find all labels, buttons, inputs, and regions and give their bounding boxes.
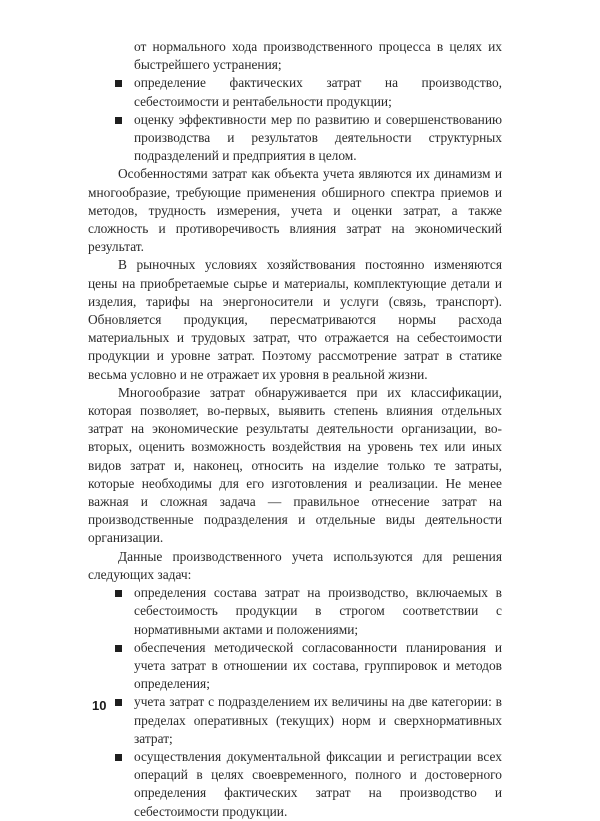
list-item: [88, 111, 502, 166]
list-item-text: учета затрат с подразделением их величины на две категории: в пределах оперативных (текущих) норм и сверхнормативных затрат;: [134, 694, 502, 746]
square-bullet-icon: [115, 699, 122, 706]
paragraph: Особенностями затрат как объекта учета являются их динамизм и многообразие, требующие применения обширного спектра приемов и методов, трудность измерения, учета и оценки затрат, а также сложность и противоречивость влияния затрат на экономический результат.: [88, 166, 502, 255]
page-body: [88, 38, 502, 821]
bullet-list-top: [88, 74, 502, 165]
list-item-text: определение фактических затрат на производство, себестоимости и рентабельности продукции;: [134, 75, 502, 109]
square-bullet-icon: [115, 754, 122, 761]
list-item-text: оценку эффективности мер по развитию и совершенствованию производства и результатов деятельности структурных подразделений и предприятия в целом.: [134, 111, 502, 164]
list-item-text: определения состава затрат на производство, включаемых в себестоимость продукции в строгом соответствии с нормативными актами и положениями;: [134, 585, 502, 637]
square-bullet-icon: [115, 117, 122, 124]
list-item-text: осуществления документальной фиксации и регистрации всех операций в целях своевременного, полного и достоверного определения фактических затрат на производство и себестоимости продукции.: [134, 748, 502, 819]
page-number: 10: [92, 698, 107, 713]
list-item: [88, 74, 502, 110]
list-item: [88, 639, 502, 694]
paragraph: Данные производственного учета используются для решения следующих задач:: [88, 548, 502, 582]
list-item-text: обеспечения методической согласованности планирования и учета затрат в отношении их состава, группировок и методов определения;: [134, 639, 502, 692]
square-bullet-icon: [115, 590, 122, 597]
list-item: [88, 748, 502, 821]
square-bullet-icon: [115, 645, 122, 652]
continuation-line: от нормального хода производственного процесса в целях их быстрейшего устранения;: [134, 39, 502, 73]
list-item: [88, 693, 502, 748]
list-item: [88, 584, 502, 639]
bullet-list-bottom: [88, 584, 502, 821]
square-bullet-icon: [115, 80, 122, 87]
paragraph: В рыночных условиях хозяйствования постоянно изменяются цены на приобретаемые сырье и материалы, комплектующие детали и изделия, тарифы на энергоносители и услуги (связь, транспорт). Обновляется продукция, пересматриваются нормы расхода материальных и трудовых затрат, что отражается на себестоимости продукции и уровне затрат. Поэтому рассмотрение затрат в статике весьма условно и не отражает их уровня в реальной жизни.: [88, 257, 502, 382]
paragraph: Многообразие затрат обнаруживается при их классификации, которая позволяет, во-первых, выявить степень влияния отдельных затрат на экономические результаты деятельности организации, во-вторых, оценить возможность воздействия на уровень тех или иных видов затрат и, наконец, относить на изделие только те затраты, которые необходимы для его изготовления и реализации. Не менее важная и сложная задача — правильное отнесение затрат на производственные подразделения и отдельные виды деятельности организации.: [88, 384, 502, 546]
